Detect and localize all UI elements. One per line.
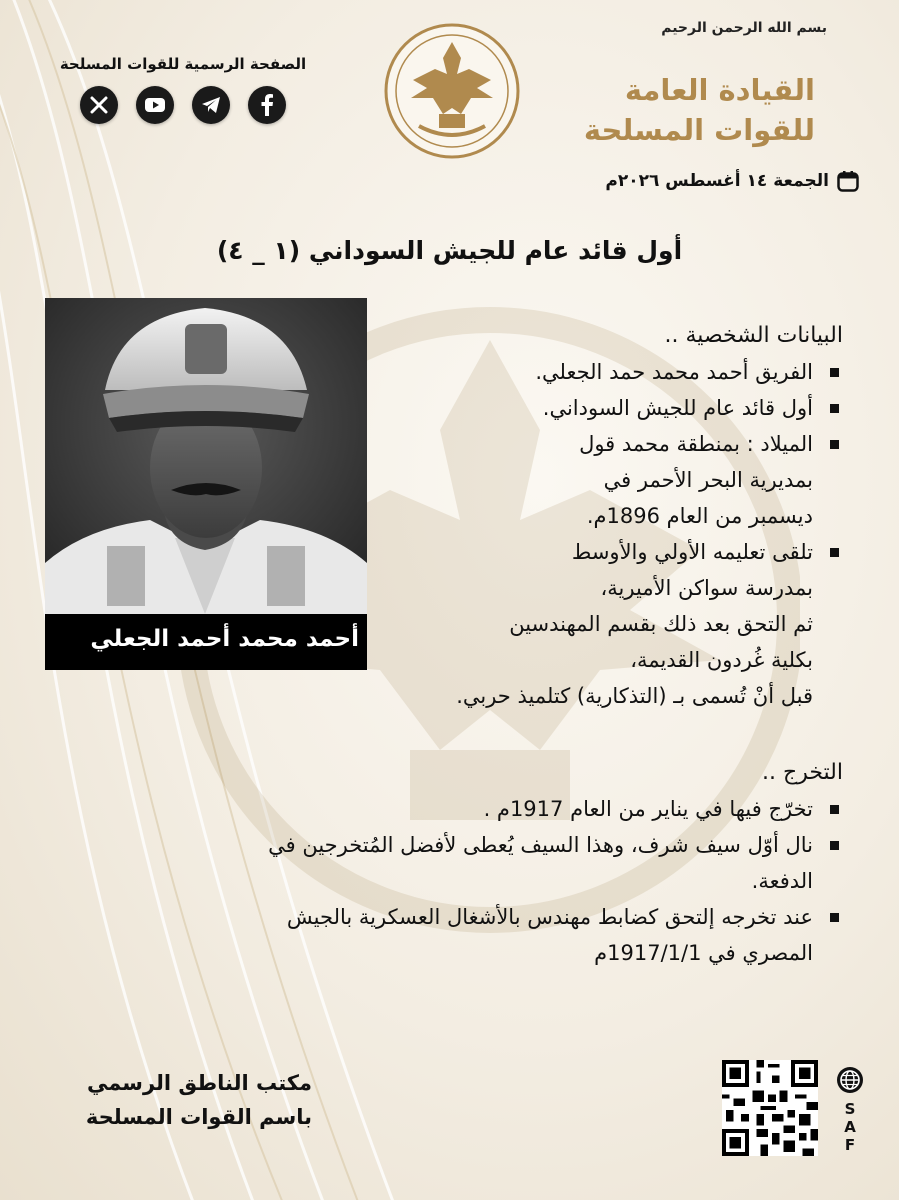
- telegram-icon[interactable]: [192, 86, 230, 124]
- basmala: بسم الله الرحمن الرحيم: [661, 20, 827, 36]
- saf-badge: [843, 1100, 857, 1154]
- list-item-continuation: الدفعة.: [751, 869, 813, 893]
- list-item-continuation: ثم التحق بعد ذلك بقسم المهندسين: [509, 612, 813, 636]
- saf-letter: F: [844, 1136, 856, 1154]
- list-item-continuation: بمدرسة سواكن الأميرية،: [600, 576, 813, 600]
- section-heading: البيانات الشخصية ..: [664, 323, 843, 348]
- footer-line1: مكتب الناطق الرسمي: [86, 1071, 312, 1095]
- list-item: تلقى تعليمه الأولي والأوسط: [456, 534, 843, 570]
- list-item: الفريق أحمد محمد حمد الجعلي.: [456, 354, 843, 390]
- list-item: تخرّج فيها في يناير من العام 1917م .: [268, 791, 843, 827]
- x-icon[interactable]: [80, 86, 118, 124]
- org-title-line2: للقوات المسلحة: [583, 113, 815, 147]
- graduation-section: [268, 755, 843, 971]
- caption-box: [45, 614, 367, 670]
- list-item-continuation: المصري في 1917/1/1م: [594, 941, 813, 965]
- footer-line2: باسم القوات المسلحة: [85, 1105, 312, 1129]
- date-line: [605, 170, 859, 192]
- list-item: نال أوّل سيف شرف، وهذا السيف يُعطى لأفضل المُتخرجين في: [268, 827, 843, 863]
- globe-icon: [836, 1066, 864, 1094]
- personal-info-section: [456, 318, 843, 714]
- list-item-continuation: بمديرية البحر الأحمر في: [603, 468, 813, 492]
- photo-caption: أحمد محمد أحمد الجعلي: [90, 626, 359, 652]
- footer-signature: [50, 1066, 312, 1134]
- list-item: الميلاد : بمنطقة محمد قول: [456, 426, 843, 462]
- list-item-continuation: ديسمبر من العام 1896م.: [586, 504, 813, 528]
- youtube-icon[interactable]: [136, 86, 174, 124]
- social-links: [80, 86, 286, 124]
- org-title-line1: القيادة العامة: [624, 73, 815, 107]
- date-text: الجمعة ١٤ أغسطس ٢٠٢٦م: [605, 171, 829, 191]
- saf-letter: A: [844, 1118, 856, 1136]
- org-title: [584, 70, 815, 150]
- calendar-icon: [837, 170, 859, 192]
- section-heading: التخرج ..: [762, 760, 843, 785]
- official-page-label: الصفحة الرسمية للقوات المسلحة: [59, 55, 307, 73]
- facebook-icon[interactable]: [248, 86, 286, 124]
- list-item-continuation: قبل أنْ تُسمى بـ (التذكارية) كتلميذ حربي.: [456, 684, 813, 708]
- saf-letter: S: [844, 1100, 856, 1118]
- portrait-photo: [45, 298, 367, 614]
- list-item: أول قائد عام للجيش السوداني.: [456, 390, 843, 426]
- qr-code[interactable]: [722, 1060, 818, 1156]
- list-item-continuation: بكلية غُردون القديمة،: [630, 648, 813, 672]
- list-item: عند تخرجه إلتحق كضابط مهندس بالأشغال العسكرية بالجيش: [268, 899, 843, 935]
- armed-forces-emblem: [383, 22, 521, 160]
- page-title: أول قائد عام للجيش السوداني (١ _ ٤): [216, 236, 683, 265]
